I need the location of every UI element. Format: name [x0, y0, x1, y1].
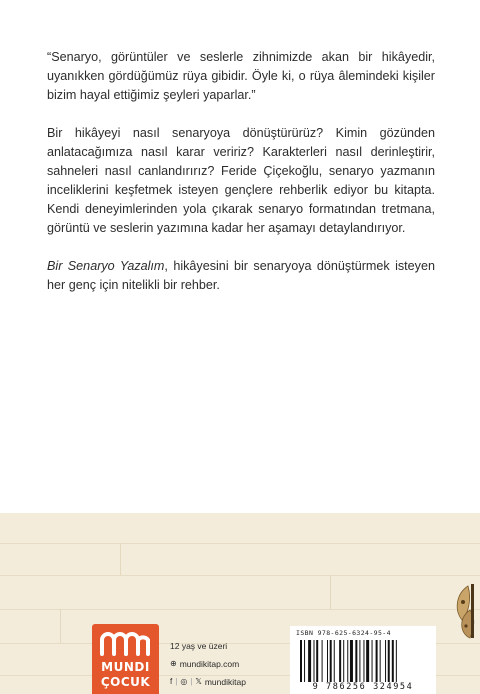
closing-paragraph: [47, 257, 435, 295]
website-row: [170, 655, 246, 673]
plank-line: [0, 575, 480, 576]
barcode-bar: [396, 640, 397, 682]
barcode-bar: [330, 640, 332, 682]
opening-quote: “Senaryo, görüntüler ve seslerle zihnimizde akan bir hikâyedir, uyanıkken gördüğümüz rüya gibidir. Öyle ki, o rüya âlemindeki kişiler bizim hayal ettiğimiz şeyleri yaparlar.”: [47, 50, 435, 102]
website-text: mundikitap.com: [179, 659, 240, 669]
barcode-number: 9 786256 324954: [312, 682, 414, 692]
barcode-bar: [376, 640, 378, 682]
barcode-bar: [308, 640, 311, 682]
logo-mark-icon: [99, 632, 151, 656]
plank-line: [0, 609, 480, 610]
publisher-info: [170, 637, 246, 691]
book-title-italic: Bir Senaryo Yazalım: [47, 259, 165, 273]
plank-seam: [120, 543, 121, 575]
barcode-bar: [304, 640, 305, 682]
butterfly-illustration: [448, 580, 480, 640]
mundi-cocuk-logo: [92, 624, 159, 694]
back-cover-text: [47, 48, 435, 314]
barcode-bar: [372, 640, 373, 682]
barcode-bar: [316, 640, 318, 682]
x-icon: 𝕏: [195, 677, 202, 686]
divider: |: [190, 677, 193, 686]
social-row: [170, 673, 246, 691]
barcode-bar: [343, 640, 344, 682]
barcode-bar: [363, 640, 364, 682]
barcode-bar: [314, 640, 315, 682]
barcode-bar: [322, 640, 323, 682]
barcode-bar: [300, 640, 302, 682]
age-rating: 12 yaş ve üzeri: [170, 641, 228, 651]
barcode-bar: [359, 640, 360, 682]
logo-word-cocuk: ÇOCUK: [100, 675, 151, 689]
age-rating-row: [170, 637, 246, 655]
barcode-bar: [385, 640, 386, 682]
description-paragraph: Bir hikâyeyi nasıl senaryoya dönüştürürüz? Kimin gözünden anlatacağımıza nasıl karar veririz? Karakterleri nasıl derinleştirir, sahneleri nasıl canlandırırız? Feride Çiçekoğlu, senaryo yazmanın inceliklerini keşfetmek isteyen gençlere rehberlik ediyor bu kitapta. Kendi deneyimlerinden yola çıkarak senaryo formatından tretmana, görüntü ve seslerin yazımına kadar her aşamayı detaylandırıyor.: [47, 126, 435, 235]
barcode-bar: [347, 640, 348, 682]
plank-seam: [60, 609, 61, 643]
isbn-barcode: [290, 626, 436, 694]
facebook-icon: f: [170, 677, 173, 686]
barcode-bar: [366, 640, 369, 682]
globe-icon: ⊕: [170, 659, 177, 668]
barcode-bar: [392, 640, 394, 682]
barcode-bar: [350, 640, 353, 682]
plank-line: [0, 543, 480, 544]
barcode-bar: [388, 640, 390, 682]
barcode-bars: [300, 640, 430, 682]
barcode-bar: [380, 640, 381, 682]
barcode-bar: [355, 640, 357, 682]
instagram-icon: ◎: [180, 677, 188, 686]
barcode-bar: [339, 640, 341, 682]
closing-text: , hikâyesini bir senaryoya dönüştürmek isteyen her genç için nitelikli bir rehber.: [47, 259, 435, 292]
plank-seam: [330, 575, 331, 609]
logo-word-mundi: MUNDI: [101, 660, 150, 674]
divider: |: [175, 677, 178, 686]
barcode-bar: [334, 640, 335, 682]
social-handle: mundikitap: [204, 677, 246, 687]
isbn-label: ISBN 978-625-6324-95-4: [296, 629, 391, 637]
barcode-bar: [327, 640, 328, 682]
